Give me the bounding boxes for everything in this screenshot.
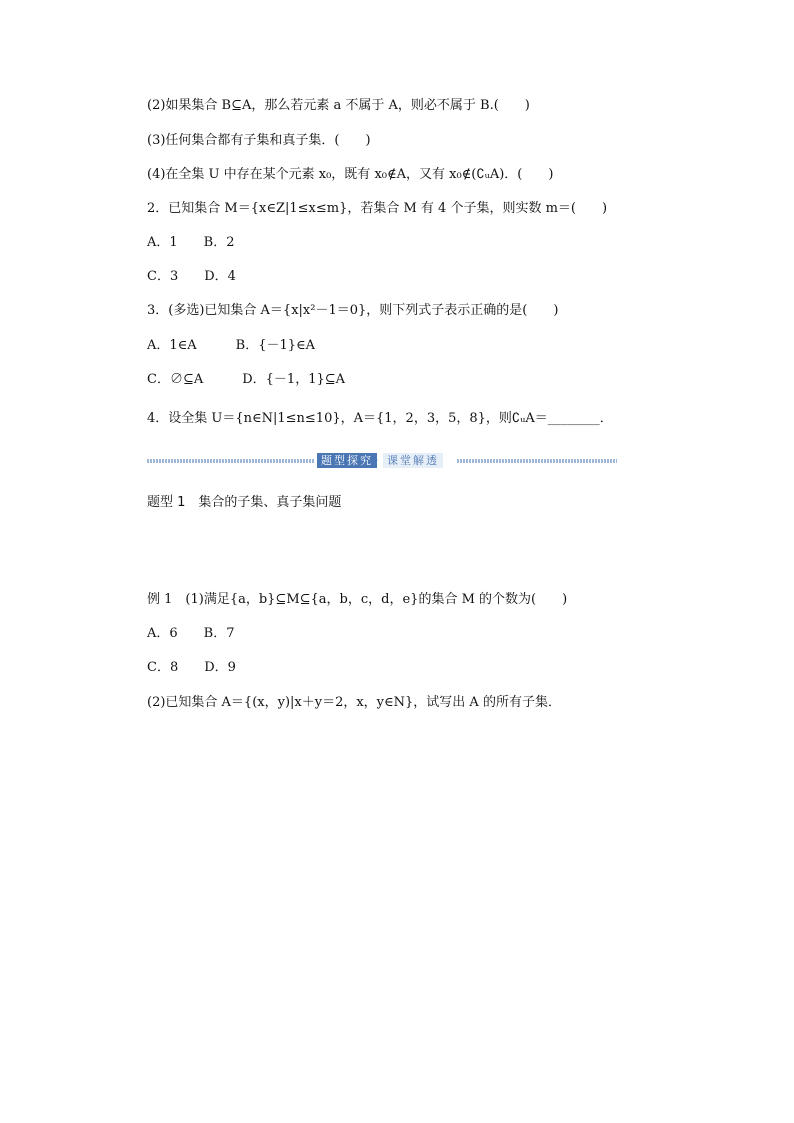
question-3-options-ab: A．1∈A B．{－1}∈A xyxy=(147,338,316,353)
question-1-part-3: (3)任何集合都有子集和真子集．( ) xyxy=(147,133,371,148)
banner-rule-right xyxy=(457,459,617,463)
example-1-options-cd: C．8 D．9 xyxy=(147,660,236,675)
section-banner xyxy=(147,452,617,470)
banner-separator: · xyxy=(375,454,379,467)
question-2-stem: 2．已知集合 M＝{x∈Z|1≤x≤m}，若集合 M 有 4 个子集，则实数 m＝( ) xyxy=(147,201,608,216)
banner-rule-left xyxy=(147,459,315,463)
question-3-stem: 3．(多选)已知集合 A＝{x|x²－1＝0}，则下列式子表示正确的是( ) xyxy=(147,303,559,318)
example-1-options-ab: A．6 B．7 xyxy=(147,626,235,641)
question-3-options-cd: C．∅⊆A D．{－1，1}⊆A xyxy=(147,372,346,387)
example-1-part-2: (2)已知集合 A＝{(x，y)|x＋y＝2，x，y∈N}，试写出 A 的所有子集． xyxy=(147,695,561,710)
question-2-options-ab: A．1 B．2 xyxy=(147,235,235,250)
question-1-part-2: (2)如果集合 B⊆A，那么若元素 a 不属于 A，则必不属于 B.( ) xyxy=(147,98,530,113)
question-1-part-4: (4)在全集 U 中存在某个元素 x₀，既有 x₀∉A，又有 x₀∉(∁ᵤA)．( ) xyxy=(147,167,554,182)
example-1-part-1: 例 1 (1)满足{a，b}⊆M⊆{a，b，c，d，e}的集合 M 的个数为( ) xyxy=(147,592,568,607)
banner-tag-secondary: 课堂解透 xyxy=(383,453,443,468)
question-2-options-cd: C．3 D．4 xyxy=(147,269,236,284)
banner-tag: 题型探究 xyxy=(317,453,377,468)
section-heading: 题型 1 集合的子集、真子集问题 xyxy=(147,495,342,510)
question-4-stem: 4．设全集 U＝{n∈N|1≤n≤10}，A＝{1，2，3，5，8}，则∁ᵤA＝________． xyxy=(147,411,613,426)
